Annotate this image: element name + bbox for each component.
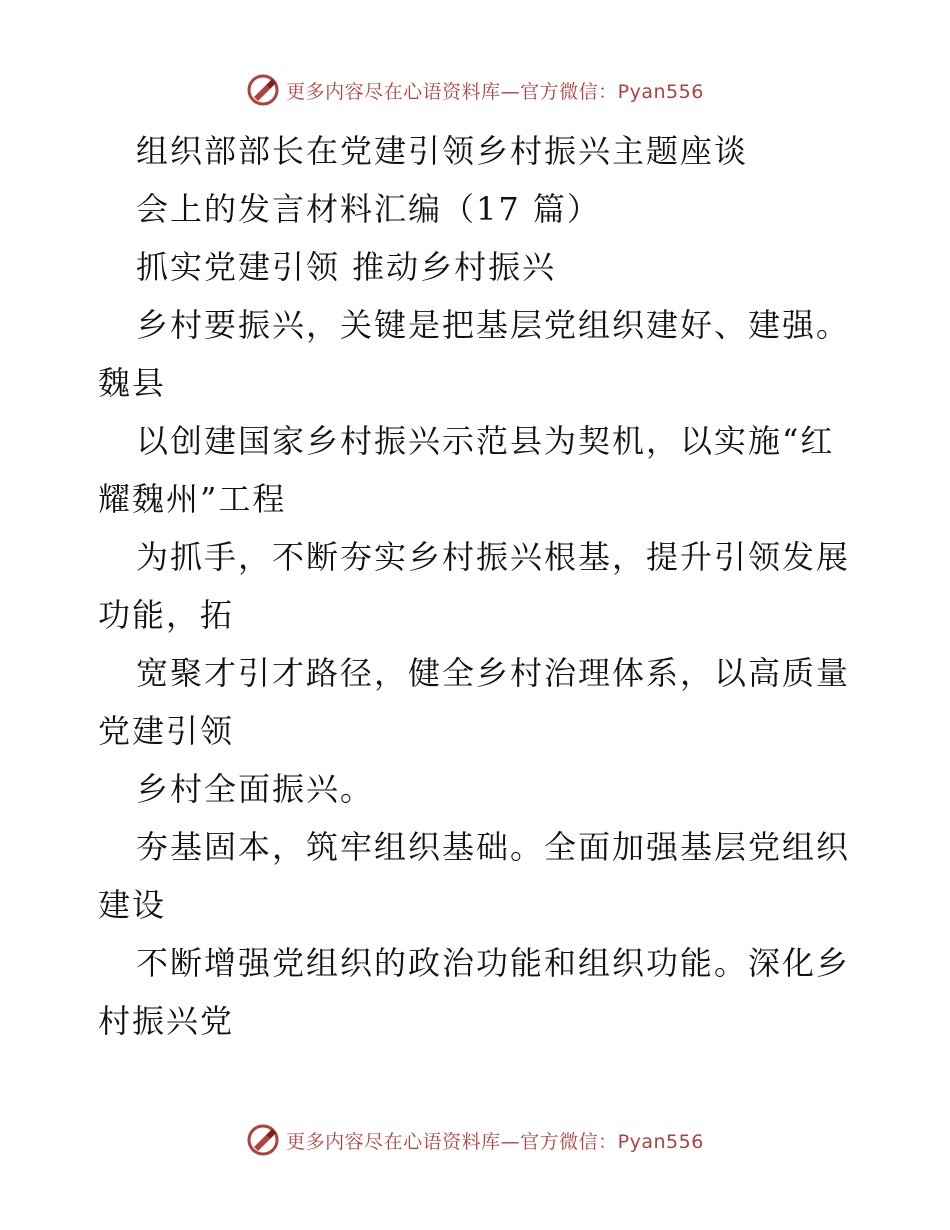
paragraph-line: 夯基固本，筑牢组织基础。全面加强基层党组织 <box>136 828 851 866</box>
title-line-2: 会上的发言材料汇编（17 篇） <box>136 190 601 228</box>
paragraph-line: 村振兴党 <box>98 1002 235 1040</box>
section-heading: 抓实党建引领 推动乡村振兴 <box>136 248 557 286</box>
title-line-1: 组织部部长在党建引领乡村振兴主题座谈 <box>136 132 749 170</box>
paragraph-line: 建设 <box>98 886 167 924</box>
pen-logo-icon <box>246 73 280 107</box>
pen-logo-icon <box>246 1123 280 1157</box>
paragraph-line: 以创建国家乡村振兴示范县为契机，以实施“红 <box>136 422 835 460</box>
paragraph-line: 为抓手，不断夯实乡村振兴根基，提升引领发展 <box>136 538 851 576</box>
paragraph-line: 魏县 <box>98 364 167 402</box>
paragraph-line: 乡村全面振兴。 <box>136 770 375 808</box>
paragraph-line: 党建引领 <box>98 712 235 750</box>
paragraph-line: 功能，拓 <box>98 596 235 634</box>
document-body <box>98 122 858 1050</box>
header-banner <box>0 70 950 110</box>
footer-banner-text: 更多内容尽在心语资料库—官方微信：Pyan556 <box>286 1130 704 1153</box>
paragraph-line: 宽聚才引才路径，健全乡村治理体系，以高质量 <box>136 654 851 692</box>
paragraph-line: 不断增强党组织的政治功能和组织功能。深化乡 <box>136 944 851 982</box>
paragraph-line: 耀魏州”工程 <box>98 480 287 518</box>
paragraph-line: 乡村要振兴，关键是把基层党组织建好、建强。 <box>136 306 851 344</box>
header-banner-text: 更多内容尽在心语资料库—官方微信：Pyan556 <box>286 80 704 103</box>
footer-banner <box>0 1120 950 1160</box>
